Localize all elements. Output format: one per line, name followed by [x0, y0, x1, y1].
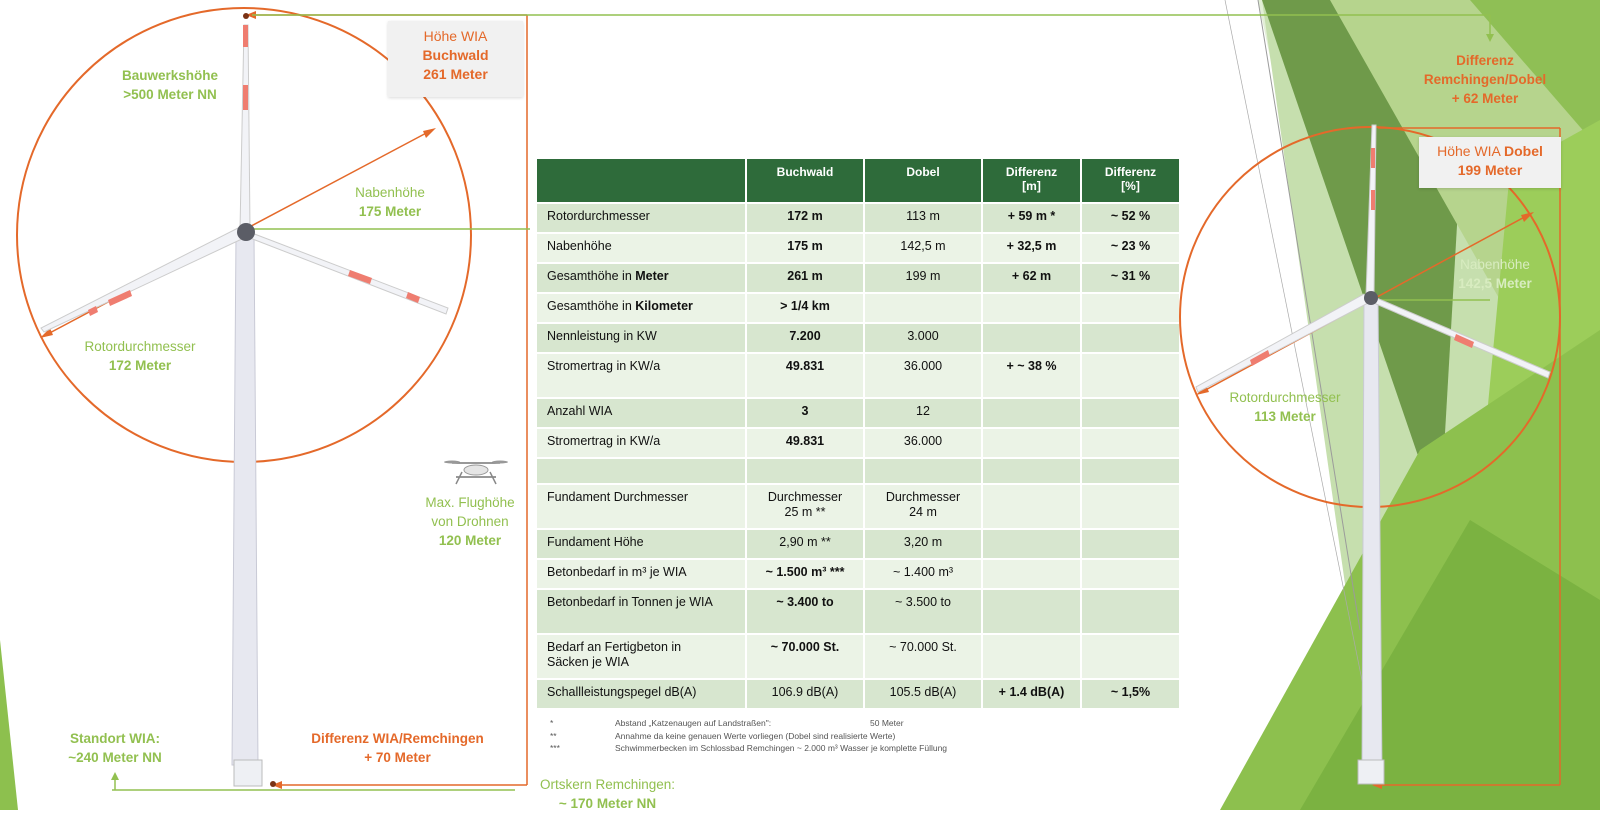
cell-dobel — [865, 294, 981, 322]
cell-diff-m: + ~ 38 % — [983, 354, 1080, 397]
footnote: * Abstand „Katzenaugen auf Landstraßen": 50 Meter — [550, 718, 904, 728]
cell-dobel: 36.000 — [865, 429, 981, 457]
rotordurchmesser-right-label: Rotordurchmesser 113 Meter — [1229, 390, 1341, 424]
cell-diff-m — [983, 399, 1080, 427]
row-label: Rotordurchmesser — [537, 204, 745, 232]
cell-buchwald: 172 m — [747, 204, 863, 232]
cell-diff-m — [983, 294, 1080, 322]
cell-diff-m — [983, 530, 1080, 558]
nabenhoehe-left-label: Nabenhöhe 175 Meter — [355, 185, 425, 219]
standort-label: Standort WIA: ~240 Meter NN — [68, 731, 162, 765]
table-row — [537, 324, 1179, 352]
header-diff-m: Differenz [m] — [983, 159, 1080, 202]
row-label: Betonbedarf in Tonnen je WIA — [537, 590, 745, 633]
row-label — [537, 459, 745, 483]
table-row — [537, 354, 1179, 397]
cell-diff-pct — [1082, 560, 1179, 588]
cell-buchwald: 261 m — [747, 264, 863, 292]
cell-diff-pct — [1082, 590, 1179, 633]
table-row — [537, 459, 1179, 483]
table-row — [537, 429, 1179, 457]
cell-buchwald: Durchmesser 25 m ** — [747, 485, 863, 528]
cell-diff-m — [983, 590, 1080, 633]
header-buchwald: Buchwald — [747, 159, 863, 202]
cell-diff-pct — [1082, 324, 1179, 352]
table-row — [537, 399, 1179, 427]
cell-buchwald: ~ 70.000 St. — [747, 635, 863, 678]
row-label: Bedarf an Fertigbeton in Säcken je WIA — [537, 635, 745, 678]
cell-buchwald — [747, 459, 863, 483]
wind-turbine-left — [41, 13, 448, 787]
cell-buchwald: 7.200 — [747, 324, 863, 352]
bauwerkshoehe-label: Bauwerkshöhe >500 Meter NN — [121, 68, 219, 102]
cell-buchwald: > 1/4 km — [747, 294, 863, 322]
cell-buchwald: 106.9 dB(A) — [747, 680, 863, 708]
row-label: Gesamthöhe in Kilometer — [537, 294, 745, 322]
row-label: Betonbedarf in m³ je WIA — [537, 560, 745, 588]
table-header-row — [537, 159, 1179, 202]
cell-dobel: 36.000 — [865, 354, 981, 397]
footnotes — [550, 717, 947, 755]
cell-diff-m — [983, 324, 1080, 352]
row-label: Schallleistungspegel dB(A) — [537, 680, 745, 708]
table-row — [537, 560, 1179, 588]
cell-diff-pct: ~ 52 % — [1082, 204, 1179, 232]
cell-diff-m — [983, 429, 1080, 457]
cell-diff-pct: ~ 1,5% — [1082, 680, 1179, 708]
cell-dobel: 3,20 m — [865, 530, 981, 558]
cell-dobel: 105.5 dB(A) — [865, 680, 981, 708]
cell-buchwald: ~ 1.500 m³ *** — [747, 560, 863, 588]
table-row — [537, 294, 1179, 322]
cell-diff-pct — [1082, 294, 1179, 322]
cell-buchwald: 3 — [747, 399, 863, 427]
cell-dobel: ~ 3.500 to — [865, 590, 981, 633]
cell-dobel: 12 — [865, 399, 981, 427]
row-label: Stromertrag in KW/a — [537, 354, 745, 397]
cell-dobel: ~ 1.400 m³ — [865, 560, 981, 588]
cell-diff-m — [983, 560, 1080, 588]
drone-icon — [444, 461, 508, 485]
row-label: Nabenhöhe — [537, 234, 745, 262]
cell-diff-m — [983, 485, 1080, 528]
row-label: Gesamthöhe in Meter — [537, 264, 745, 292]
cell-buchwald: 49.831 — [747, 429, 863, 457]
table-row — [537, 264, 1179, 292]
table-row — [537, 530, 1179, 558]
cell-diff-m — [983, 459, 1080, 483]
drone-height-label: Max. Flughöhe von Drohnen 120 Meter — [425, 495, 515, 548]
cell-diff-m: + 1.4 dB(A) — [983, 680, 1080, 708]
header-diff-pct: Differenz [%] — [1082, 159, 1179, 202]
nabenhoehe-right-label: Nabenhöhe 142,5 Meter — [1458, 257, 1532, 291]
header-dobel: Dobel — [865, 159, 981, 202]
table-row — [537, 590, 1179, 633]
cell-diff-m — [983, 635, 1080, 678]
rotordurchmesser-left-label: Rotordurchmesser 172 Meter — [84, 339, 196, 373]
wind-turbine-right — [1196, 125, 1550, 784]
row-label: Anzahl WIA — [537, 399, 745, 427]
cell-buchwald: 175 m — [747, 234, 863, 262]
cell-diff-m: + 32,5 m — [983, 234, 1080, 262]
cell-diff-pct — [1082, 485, 1179, 528]
cell-dobel: ~ 70.000 St. — [865, 635, 981, 678]
row-label: Nennleistung in KW — [537, 324, 745, 352]
diff-remchingen-label: Differenz WIA/Remchingen + 70 Meter — [311, 731, 484, 765]
table-row — [537, 680, 1179, 708]
table-row — [537, 204, 1179, 232]
cell-diff-pct — [1082, 354, 1179, 397]
cell-buchwald: ~ 3.400 to — [747, 590, 863, 633]
cell-dobel: 199 m — [865, 264, 981, 292]
footnote: *** Schwimmerbecken im Schlossbad Remchingen ~ 2.000 m³ Wasser je komplette Füllung — [550, 743, 948, 753]
cell-dobel: Durchmesser 24 m — [865, 485, 981, 528]
hoehe-buchwald-box: Höhe WIA Buchwald 261 Meter — [388, 21, 523, 97]
table-row — [537, 485, 1179, 528]
cell-buchwald: 2,90 m ** — [747, 530, 863, 558]
cell-dobel: 3.000 — [865, 324, 981, 352]
diff-dobel-label: Differenz Remchingen/Dobel + 62 Meter — [1423, 53, 1547, 106]
cell-dobel: 113 m — [865, 204, 981, 232]
hoehe-dobel-box: Höhe WIA Dobel 199 Meter — [1419, 137, 1561, 188]
cell-diff-m: + 59 m * — [983, 204, 1080, 232]
cell-dobel: 142,5 m — [865, 234, 981, 262]
table-row — [537, 234, 1179, 262]
cell-diff-pct: ~ 23 % — [1082, 234, 1179, 262]
comparison-table — [535, 157, 1181, 710]
cell-diff-m: + 62 m — [983, 264, 1080, 292]
table-row — [537, 635, 1179, 678]
cell-diff-pct: ~ 31 % — [1082, 264, 1179, 292]
cell-diff-pct — [1082, 429, 1179, 457]
cell-diff-pct — [1082, 459, 1179, 483]
cell-dobel — [865, 459, 981, 483]
row-label: Stromertrag in KW/a — [537, 429, 745, 457]
header-label — [537, 159, 745, 202]
row-label: Fundament Höhe — [537, 530, 745, 558]
ortskern-label: Ortskern Remchingen: ~ 170 Meter NN — [539, 777, 676, 811]
cell-diff-pct — [1082, 635, 1179, 678]
cell-diff-pct — [1082, 399, 1179, 427]
cell-buchwald: 49.831 — [747, 354, 863, 397]
row-label: Fundament Durchmesser — [537, 485, 745, 528]
footnote: ** Annahme da keine genauen Werte vorliegen (Dobel sind realisierte Werte) — [550, 730, 896, 741]
cell-diff-pct — [1082, 530, 1179, 558]
